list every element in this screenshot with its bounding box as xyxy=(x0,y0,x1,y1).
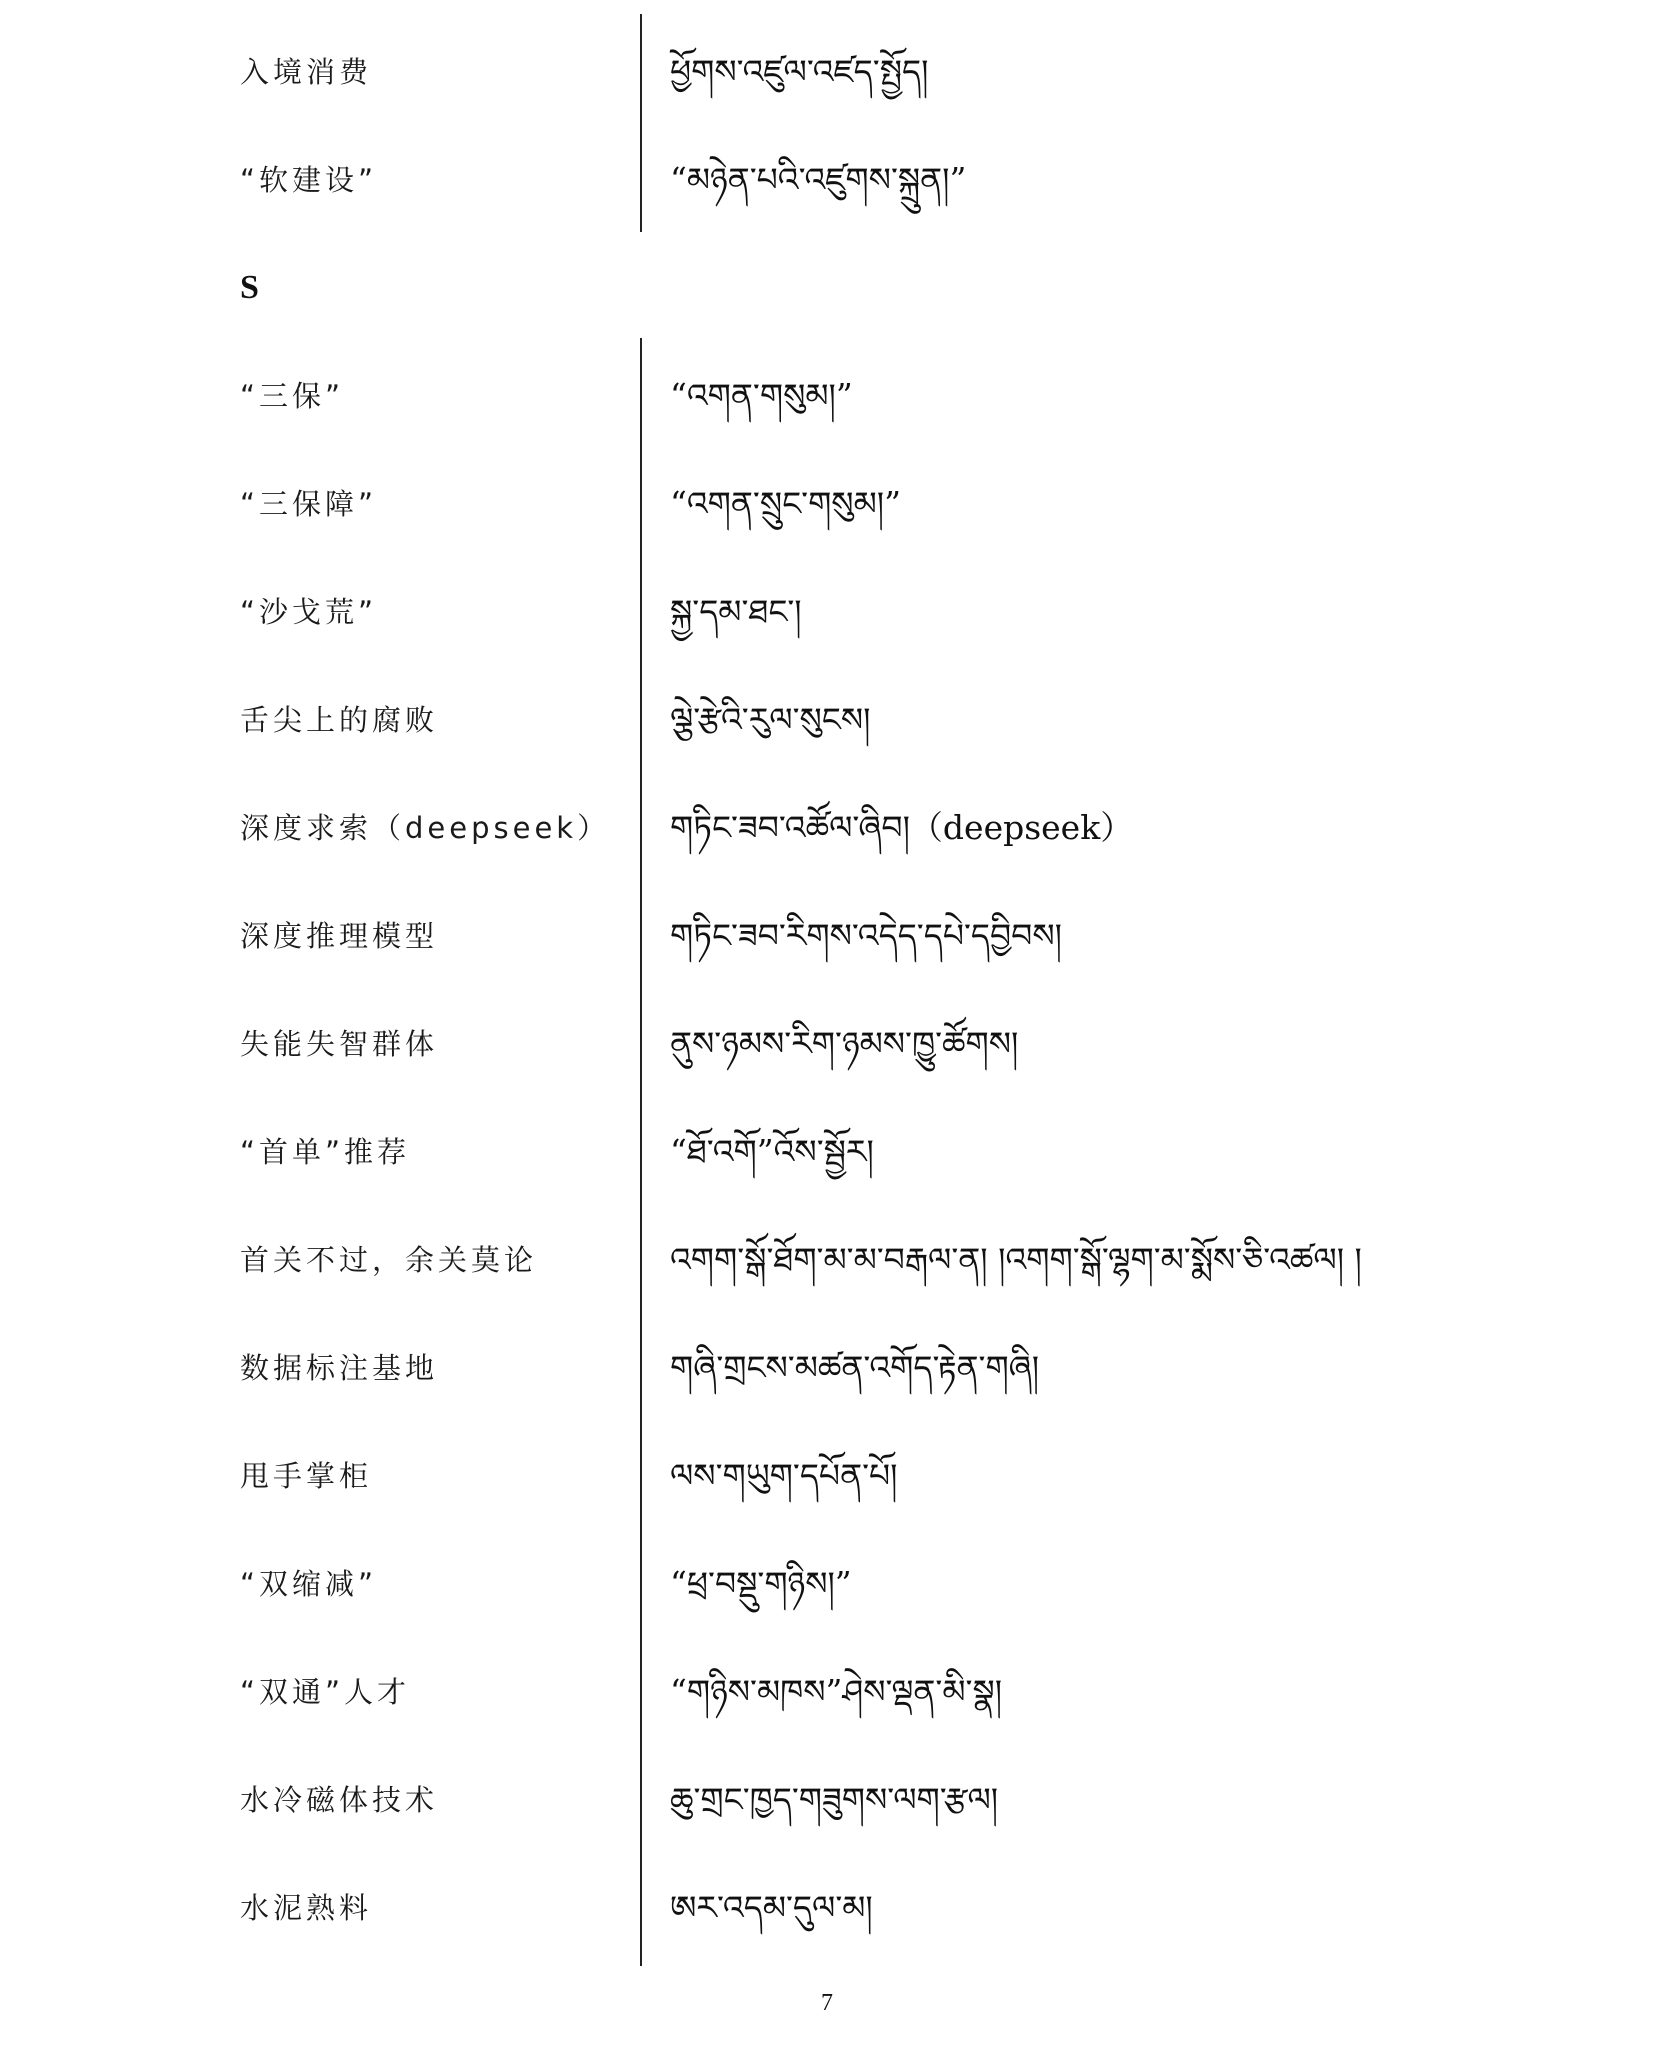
tibetan-term: “འགན་སྲུང་གསུམ།” xyxy=(670,484,901,523)
chinese-term: 水冷磁体技术 xyxy=(240,1783,439,1817)
tibetan-term: ལས་གཡུག་དཔོན་པོ། xyxy=(670,1456,898,1495)
glossary-row xyxy=(0,474,1654,534)
page-number: 7 xyxy=(821,1990,833,2016)
glossary-row xyxy=(0,1122,1654,1182)
chinese-term: 数据标注基地 xyxy=(240,1351,439,1385)
chinese-term: 深度推理模型 xyxy=(240,919,439,953)
chinese-term: “双缩减” xyxy=(240,1567,378,1601)
chinese-term: 水泥熟料 xyxy=(240,1891,373,1925)
section-letter-heading: S xyxy=(240,269,259,306)
tibetan-term: ལྕེ་རྩེའི་རུལ་སུངས། xyxy=(670,700,871,739)
tibetan-term: སྐྱ་དམ་ཐང་། xyxy=(670,592,802,631)
glossary-row xyxy=(0,150,1654,210)
tibetan-term: གཞི་གྲངས་མཚན་འགོད་རྟེན་གཞི། xyxy=(670,1348,1040,1387)
tibetan-term: གཏིང་ཟབ་རིགས་འདེད་དཔེ་དབྱིབས། xyxy=(670,916,1062,955)
tibetan-term: གཏིང་ཟབ་འཚོལ་ཞིབ།（deepseek） xyxy=(670,808,1134,847)
glossary-row xyxy=(0,1878,1654,1938)
tibetan-term: འགག་སྒོ་ཐོག་མ་མ་བརྒལ་ན། །འགག་སྒོ་ལྷག་མ་སྨོས་ཅི་འཚལ། ། xyxy=(670,1240,1362,1279)
glossary-row xyxy=(0,1230,1654,1290)
glossary-row xyxy=(0,366,1654,426)
chinese-term: “首单”推荐 xyxy=(240,1135,411,1169)
chinese-term: “三保” xyxy=(240,379,345,413)
tibetan-term: ཆུ་གྲང་ཁྱད་གཟུགས་ལག་རྩལ། xyxy=(670,1780,999,1819)
glossary-row xyxy=(0,1770,1654,1830)
glossary-row xyxy=(0,1554,1654,1614)
glossary-row xyxy=(0,1662,1654,1722)
chinese-term: 入境消费 xyxy=(240,55,373,89)
chinese-term: 首关不过，余关莫论 xyxy=(240,1243,538,1277)
tibetan-term: “ཕྲ་བསྡུ་གཉིས།” xyxy=(670,1564,852,1603)
tibetan-term: “མཉེན་པའི་འཛུགས་སྐྲུན།” xyxy=(670,160,967,199)
chinese-term: “软建设” xyxy=(240,163,378,197)
glossary-row xyxy=(0,906,1654,966)
tibetan-term: “ཐོ་འགོ”འོས་སྦྱོར། xyxy=(670,1132,874,1171)
tibetan-term: “འགན་གསུམ།” xyxy=(670,376,853,415)
tibetan-term: “གཉིས་མཁས”ཤེས་ལྡན་མི་སྣ། xyxy=(670,1672,1003,1711)
chinese-term: “双通”人才 xyxy=(240,1675,411,1709)
glossary-row xyxy=(0,582,1654,642)
chinese-term: 深度求索（deepseek） xyxy=(240,811,611,845)
tibetan-term: ཨར་འདམ་དུལ་མ། xyxy=(670,1888,873,1927)
glossary-row xyxy=(0,1014,1654,1074)
glossary-row xyxy=(0,798,1654,858)
chinese-term: 舌尖上的腐败 xyxy=(240,703,439,737)
chinese-term: 甩手掌柜 xyxy=(240,1459,373,1493)
chinese-term: “三保障” xyxy=(240,487,378,521)
chinese-term: 失能失智群体 xyxy=(240,1027,439,1061)
glossary-row xyxy=(0,42,1654,102)
chinese-term: “沙戈荒” xyxy=(240,595,378,629)
tibetan-term: ཕྱོགས་འཛུལ་འཛད་སྤྱོད། xyxy=(670,52,929,91)
glossary-row xyxy=(0,690,1654,750)
glossary-row xyxy=(0,1338,1654,1398)
glossary-row xyxy=(0,1446,1654,1506)
tibetan-term: ནུས་ཉམས་རིག་ཉམས་ཁྱུ་ཚོགས། xyxy=(670,1024,1019,1063)
